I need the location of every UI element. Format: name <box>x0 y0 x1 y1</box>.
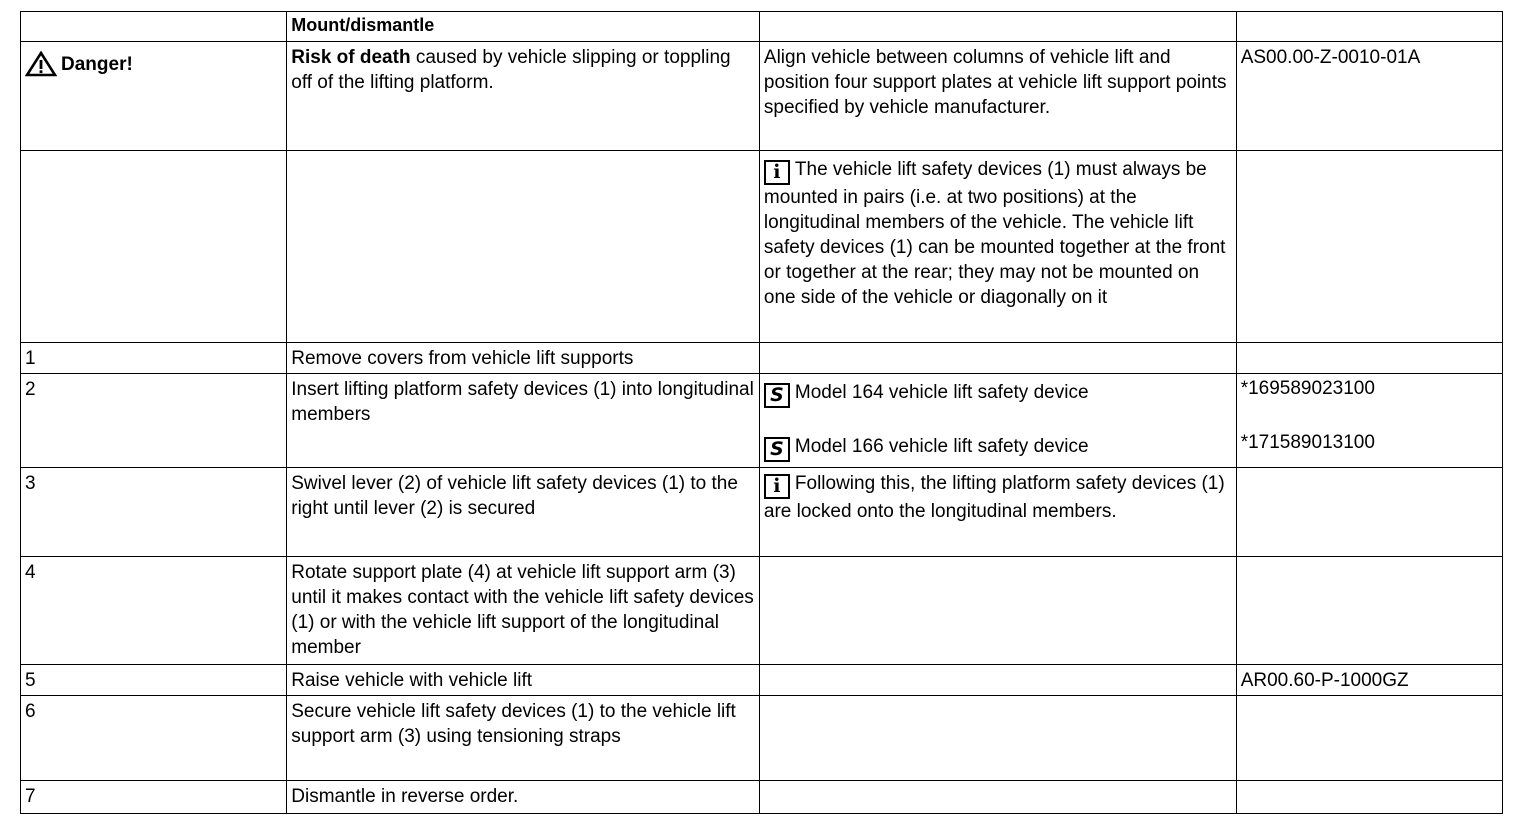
table-row <box>21 343 1503 374</box>
tool-label: Model 166 vehicle lift safety device <box>794 436 1089 457</box>
step-number: 4 <box>21 557 287 665</box>
part-number-cell <box>1236 374 1502 468</box>
step-note-text: Following this, the lifting platform safety devices (1) are locked onto the longitudinal members. <box>763 473 1225 522</box>
tool-item <box>764 377 1232 409</box>
danger-text: Danger! <box>61 53 133 75</box>
table-row <box>21 696 1503 781</box>
part-number: *169589023100 <box>1240 378 1375 399</box>
table-row <box>21 557 1503 665</box>
step-text: Secure vehicle lift safety devices (1) to the vehicle lift support arm (3) using tensioning straps <box>287 696 760 781</box>
tool-icon: S <box>764 383 790 408</box>
risk-rest: caused by vehicle slipping or toppling off of the lifting platform. <box>291 47 731 93</box>
warning-triangle-icon <box>25 51 57 77</box>
step-number: 6 <box>21 696 287 781</box>
tool-label: Model 164 vehicle lift safety device <box>794 382 1089 403</box>
table-row <box>21 665 1503 696</box>
danger-row <box>21 42 1503 151</box>
info-icon: i <box>764 474 790 499</box>
danger-instruction: Align vehicle between columns of vehicle lift and position four support plates at vehicle lift support points specified by vehicle manufacturer. <box>759 42 1236 151</box>
procedure-table <box>20 11 1503 814</box>
risk-bold: Risk of death <box>291 47 411 68</box>
info-row <box>21 151 1503 343</box>
step-number: 7 <box>21 781 287 814</box>
step-number: 3 <box>21 468 287 557</box>
step-number: 1 <box>21 343 287 374</box>
danger-ref: AS00.00-Z-0010-01A <box>1236 42 1502 151</box>
step-ref: AR00.60-P-1000GZ <box>1236 665 1502 696</box>
step-text: Rotate support plate (4) at vehicle lift support arm (3) until it makes contact with the vehicle lift safety devices (1) or with the vehicle lift support of the longitudinal member <box>287 557 760 665</box>
header-row <box>21 12 1503 42</box>
step-text: Raise vehicle with vehicle lift <box>287 665 760 696</box>
tool-icon: S <box>764 437 790 462</box>
step-text: Swivel lever (2) of vehicle lift safety devices (1) to the right until lever (2) is secured <box>287 468 760 557</box>
step-number: 5 <box>21 665 287 696</box>
table-row <box>21 781 1503 814</box>
danger-label <box>25 45 282 77</box>
step-text: Dismantle in reverse order. <box>287 781 760 814</box>
section-title: Mount/dismantle <box>287 12 760 42</box>
info-note-text: The vehicle lift safety devices (1) must always be mounted in pairs (i.e. at two positions) at the longitudinal members of the vehicle. The vehicle lift safety devices (1) can be mounted together at the front or together at the rear; they may not be mounted on one side of the vehicle or diagonally on it <box>763 159 1226 308</box>
step-text: Insert lifting platform safety devices (1) into longitudinal members <box>287 374 760 468</box>
info-note <box>759 151 1236 343</box>
info-icon: i <box>764 160 790 185</box>
part-number: *171589013100 <box>1240 432 1375 453</box>
step-number: 2 <box>21 374 287 468</box>
step-note <box>759 468 1236 557</box>
step-text: Remove covers from vehicle lift supports <box>287 343 760 374</box>
tool-cell <box>759 374 1236 468</box>
tool-item <box>764 431 1232 463</box>
danger-risk <box>287 42 760 151</box>
table-row <box>21 468 1503 557</box>
table-row <box>21 374 1503 468</box>
